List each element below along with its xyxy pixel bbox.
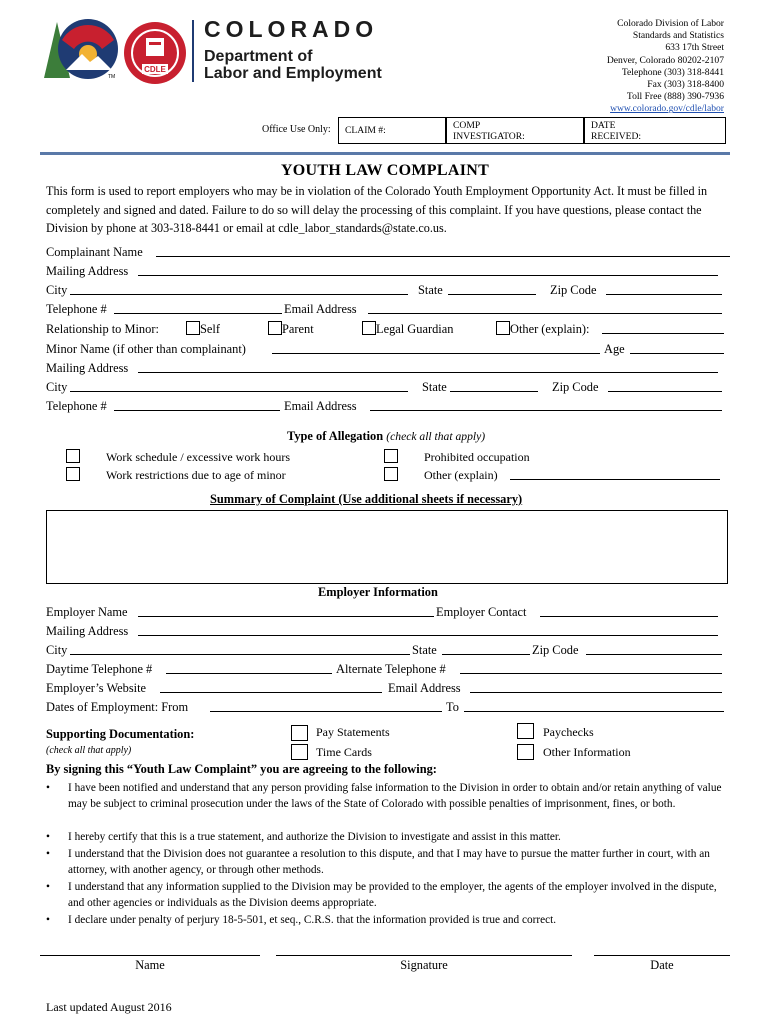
complainant-state-input[interactable] (448, 281, 536, 295)
minor-state-input[interactable] (450, 378, 538, 392)
employer-name-row (46, 603, 724, 622)
parent-checkbox[interactable] (268, 321, 282, 335)
received-label: RECEIVED: (591, 131, 642, 142)
employer-web-row (46, 679, 724, 698)
name-signature-line[interactable] (40, 955, 260, 956)
cdle-badge-text: CDLE (144, 65, 166, 74)
minor-mailing-input[interactable] (138, 359, 718, 373)
allegation-other-label: Other (explain) (424, 468, 498, 482)
prohibited-checkbox[interactable] (384, 449, 398, 463)
minor-city-row (46, 378, 724, 397)
employment-to-label: To (446, 700, 459, 714)
employer-email-input[interactable] (470, 679, 722, 693)
employer-website-label: Employer’s Website (46, 681, 147, 695)
office-use-label: Office Use Only: (262, 124, 331, 135)
minor-email-label: Email Address (284, 399, 357, 413)
employer-city-input[interactable] (70, 641, 410, 655)
comp-label: COMP (453, 120, 481, 131)
relationship-other-option[interactable] (496, 320, 589, 339)
other-info-label: Other Information (543, 745, 631, 759)
trademark-mark: TM (108, 74, 116, 80)
agreement-bullet (46, 879, 726, 912)
relationship-guardian-option[interactable] (362, 320, 453, 339)
bullet-text: I understand that any information supplied to the Division may be provided to the employer, the agents of the employer involved in the dispute, and other agencies or individuals as the Division deems appropriate. (68, 881, 717, 910)
guardian-checkbox[interactable] (362, 321, 376, 335)
relationship-row (46, 320, 724, 339)
allegation-restrictions-label: Work restrictions due to age of minor (106, 468, 286, 482)
signature-label: Signature (400, 958, 448, 972)
form-intro: This form is used to report employers who may be in violation of the Colorado Youth Employment Opportunity Act. It must be filled in completely and signed and dated. Failure to do so will delay the processing of this complaint. If you have questions, please contact the Division by phone at 303-318-8441 or email at cdle_labor_standards@state.co.us. (46, 184, 708, 235)
contact-line: Denver, Colorado 80202-2107 (606, 54, 724, 66)
bullet-dot: • (46, 881, 50, 893)
agreement-bullet (46, 912, 726, 929)
allegation-restrictions-option[interactable] (66, 466, 80, 485)
complainant-city-input[interactable] (70, 281, 408, 295)
employer-name-input[interactable] (138, 603, 434, 617)
minor-name-input[interactable] (272, 340, 600, 354)
complainant-zip-label: Zip Code (550, 283, 597, 297)
minor-name-label: Minor Name (if other than complainant) (46, 342, 246, 356)
allegation-other-option[interactable] (384, 466, 398, 485)
investigator-label: INVESTIGATOR: (453, 131, 525, 142)
time-cards-checkbox[interactable] (291, 744, 308, 760)
employer-mailing-label: Mailing Address (46, 624, 129, 638)
allegation-heading (287, 429, 485, 444)
summary-heading: Summary of Complaint (Use additional sheets if necessary) (210, 492, 523, 506)
employer-city-row (46, 641, 724, 660)
complainant-name-input[interactable] (156, 243, 730, 257)
date-received-field[interactable] (584, 117, 726, 144)
minor-phone-label: Telephone # (46, 399, 107, 413)
complainant-email-label: Email Address (284, 302, 357, 316)
allegation-other-checkbox[interactable] (384, 467, 398, 481)
contact-line: Telephone (303) 318-8441 (621, 66, 724, 78)
allegation-row-1 (46, 448, 724, 467)
complainant-mailing-label: Mailing Address (46, 264, 129, 278)
minor-mailing-row (46, 359, 724, 378)
parent-label: Parent (282, 322, 314, 336)
minor-state-label: State (422, 380, 447, 394)
employer-mailing-input[interactable] (138, 622, 718, 636)
complainant-phone-input[interactable] (114, 300, 282, 314)
relationship-other-input[interactable] (602, 320, 724, 334)
other-info-checkbox[interactable] (517, 744, 534, 760)
complainant-name-row (46, 243, 724, 262)
contact-line: Standards and Statistics (632, 30, 724, 42)
brand-dept-line2: Labor and Employment (204, 65, 382, 82)
comp-investigator-field[interactable] (446, 117, 584, 144)
logo-divider (192, 20, 194, 82)
allegation-note: (check all that apply) (386, 430, 486, 443)
restrictions-checkbox[interactable] (66, 467, 80, 481)
pay-statements-checkbox[interactable] (291, 725, 308, 741)
bullet-dot: • (46, 914, 50, 926)
minor-city-input[interactable] (70, 378, 408, 392)
allegation-schedule-label: Work schedule / excessive work hours (106, 450, 290, 464)
minor-age-label: Age (604, 342, 625, 356)
guardian-label: Legal Guardian (376, 322, 454, 336)
claim-number-field[interactable] (338, 117, 446, 144)
contact-line: Fax (303) 318-8400 (647, 79, 724, 91)
minor-email-input[interactable] (370, 397, 722, 411)
allegation-other-input[interactable] (510, 466, 720, 480)
complainant-mailing-input[interactable] (138, 262, 718, 276)
claim-label: CLAIM #: (345, 125, 386, 136)
bullet-text: I declare under penalty of perjury 18-5-501, et seq., C.R.S. that the information provided is true and correct. (68, 914, 557, 926)
minor-city-label: City (46, 380, 68, 394)
employer-zip-label: Zip Code (532, 643, 579, 657)
employment-dates-row (46, 698, 724, 717)
relationship-label: Relationship to Minor: (46, 322, 159, 336)
employer-zip-input[interactable] (586, 641, 722, 655)
date-label: DATE (591, 120, 616, 131)
employer-day-phone-input[interactable] (166, 660, 332, 674)
allegation-heading-text: Type of Allegation (287, 429, 384, 443)
schedule-checkbox[interactable] (66, 449, 80, 463)
minor-zip-input[interactable] (608, 378, 722, 392)
form-title: YOUTH LAW COMPLAINT (280, 162, 490, 179)
date-label-sign: Date (650, 958, 674, 972)
bullet-dot: • (46, 848, 50, 860)
supporting-heading: Supporting Documentation: (46, 727, 195, 741)
allegation-row-2 (46, 466, 724, 485)
employment-to-input[interactable] (464, 698, 724, 712)
employer-day-phone-label: Daytime Telephone # (46, 662, 153, 676)
complainant-phone-row (46, 300, 724, 319)
paychecks-label: Paychecks (543, 725, 594, 739)
allegation-schedule-option[interactable] (66, 448, 80, 467)
supporting-note: (check all that apply) (46, 745, 132, 756)
other-checkbox[interactable] (496, 321, 510, 335)
cdle-logo-icon (122, 20, 188, 86)
date-signature-line[interactable] (594, 955, 730, 956)
employer-name-label: Employer Name (46, 605, 128, 619)
agreement-heading: By signing this “Youth Law Complaint” you are agreeing to the following: (46, 762, 437, 776)
bullet-dot: • (46, 831, 50, 843)
self-label: Self (200, 322, 220, 336)
relationship-self-option[interactable] (186, 320, 220, 339)
minor-mailing-label: Mailing Address (46, 361, 129, 375)
website-link[interactable]: www.colorado.gov/cdle/labor (610, 103, 724, 115)
complainant-email-input[interactable] (368, 300, 722, 314)
employment-from-label: Dates of Employment: From (46, 700, 189, 714)
relationship-parent-option[interactable] (268, 320, 314, 339)
employer-contact-label: Employer Contact (436, 605, 527, 619)
minor-zip-label: Zip Code (552, 380, 599, 394)
time-cards-label: Time Cards (316, 745, 372, 759)
employer-city-label: City (46, 643, 68, 657)
last-updated: Last updated August 2016 (46, 1000, 172, 1014)
employer-phone-row (46, 660, 724, 679)
brand-department (204, 48, 382, 82)
contact-line: Toll Free (888) 390-7936 (626, 91, 724, 103)
employer-state-input[interactable] (442, 641, 530, 655)
division-contact (607, 18, 724, 116)
employer-state-label: State (412, 643, 437, 657)
allegation-prohibited-label: Prohibited occupation (424, 450, 530, 464)
other-label: Other (explain): (510, 322, 590, 336)
employer-contact-input[interactable] (540, 603, 718, 617)
brand-colorado: COLORADO (204, 16, 379, 42)
employer-mailing-row (46, 622, 724, 641)
bullet-text: I understand that the Division does not guarantee a resolution to this dispute, and that I may have to pursue the matter further in court, with an attorney, with another agency, or through other methods. (68, 848, 710, 877)
signature-line[interactable] (276, 955, 572, 956)
name-label: Name (135, 958, 165, 972)
complainant-state-label: State (418, 283, 443, 297)
employment-from-input[interactable] (210, 698, 442, 712)
minor-age-input[interactable] (630, 340, 724, 354)
contact-line: 633 17th Street (665, 42, 724, 54)
complainant-zip-input[interactable] (606, 281, 722, 295)
self-checkbox[interactable] (186, 321, 200, 335)
bullet-text: I have been notified and understand that any person providing false information to the Division in order to obtain and/or retain anything of value may be subject to criminal prosecution under the laws of the State of Colorado with possible penalties of imprisonment, fines, or both. (68, 782, 722, 811)
employer-website-input[interactable] (160, 679, 382, 693)
pay-statements-label: Pay Statements (316, 725, 390, 739)
paychecks-checkbox[interactable] (517, 723, 534, 739)
summary-textarea[interactable] (46, 510, 728, 584)
bullet-text: I hereby certify that this is a true statement, and authorize the Division to investigate and assist in this matter. (68, 831, 561, 843)
allegation-prohibited-option[interactable] (384, 448, 398, 467)
bullet-dot: • (46, 782, 50, 794)
contact-line: Colorado Division of Labor (617, 18, 724, 29)
header-rule (40, 152, 730, 155)
minor-name-row (46, 340, 724, 359)
complainant-city-label: City (46, 283, 68, 297)
colorado-logo-icon (40, 18, 122, 80)
employer-alt-phone-label: Alternate Telephone # (336, 662, 446, 676)
employer-alt-phone-input[interactable] (460, 660, 722, 674)
brand-dept-line1: Department of (204, 48, 313, 65)
complainant-mailing-row (46, 262, 724, 281)
complainant-phone-label: Telephone # (46, 302, 107, 316)
agreement-bullet (46, 780, 726, 830)
minor-phone-row (46, 397, 724, 416)
minor-phone-input[interactable] (114, 397, 280, 411)
agreement-bullet (46, 846, 726, 879)
employer-email-label: Email Address (388, 681, 461, 695)
employer-heading: Employer Information (318, 585, 438, 599)
complainant-name-label: Complainant Name (46, 245, 143, 259)
complainant-city-row (46, 281, 724, 300)
agreement-bullet (46, 829, 726, 846)
